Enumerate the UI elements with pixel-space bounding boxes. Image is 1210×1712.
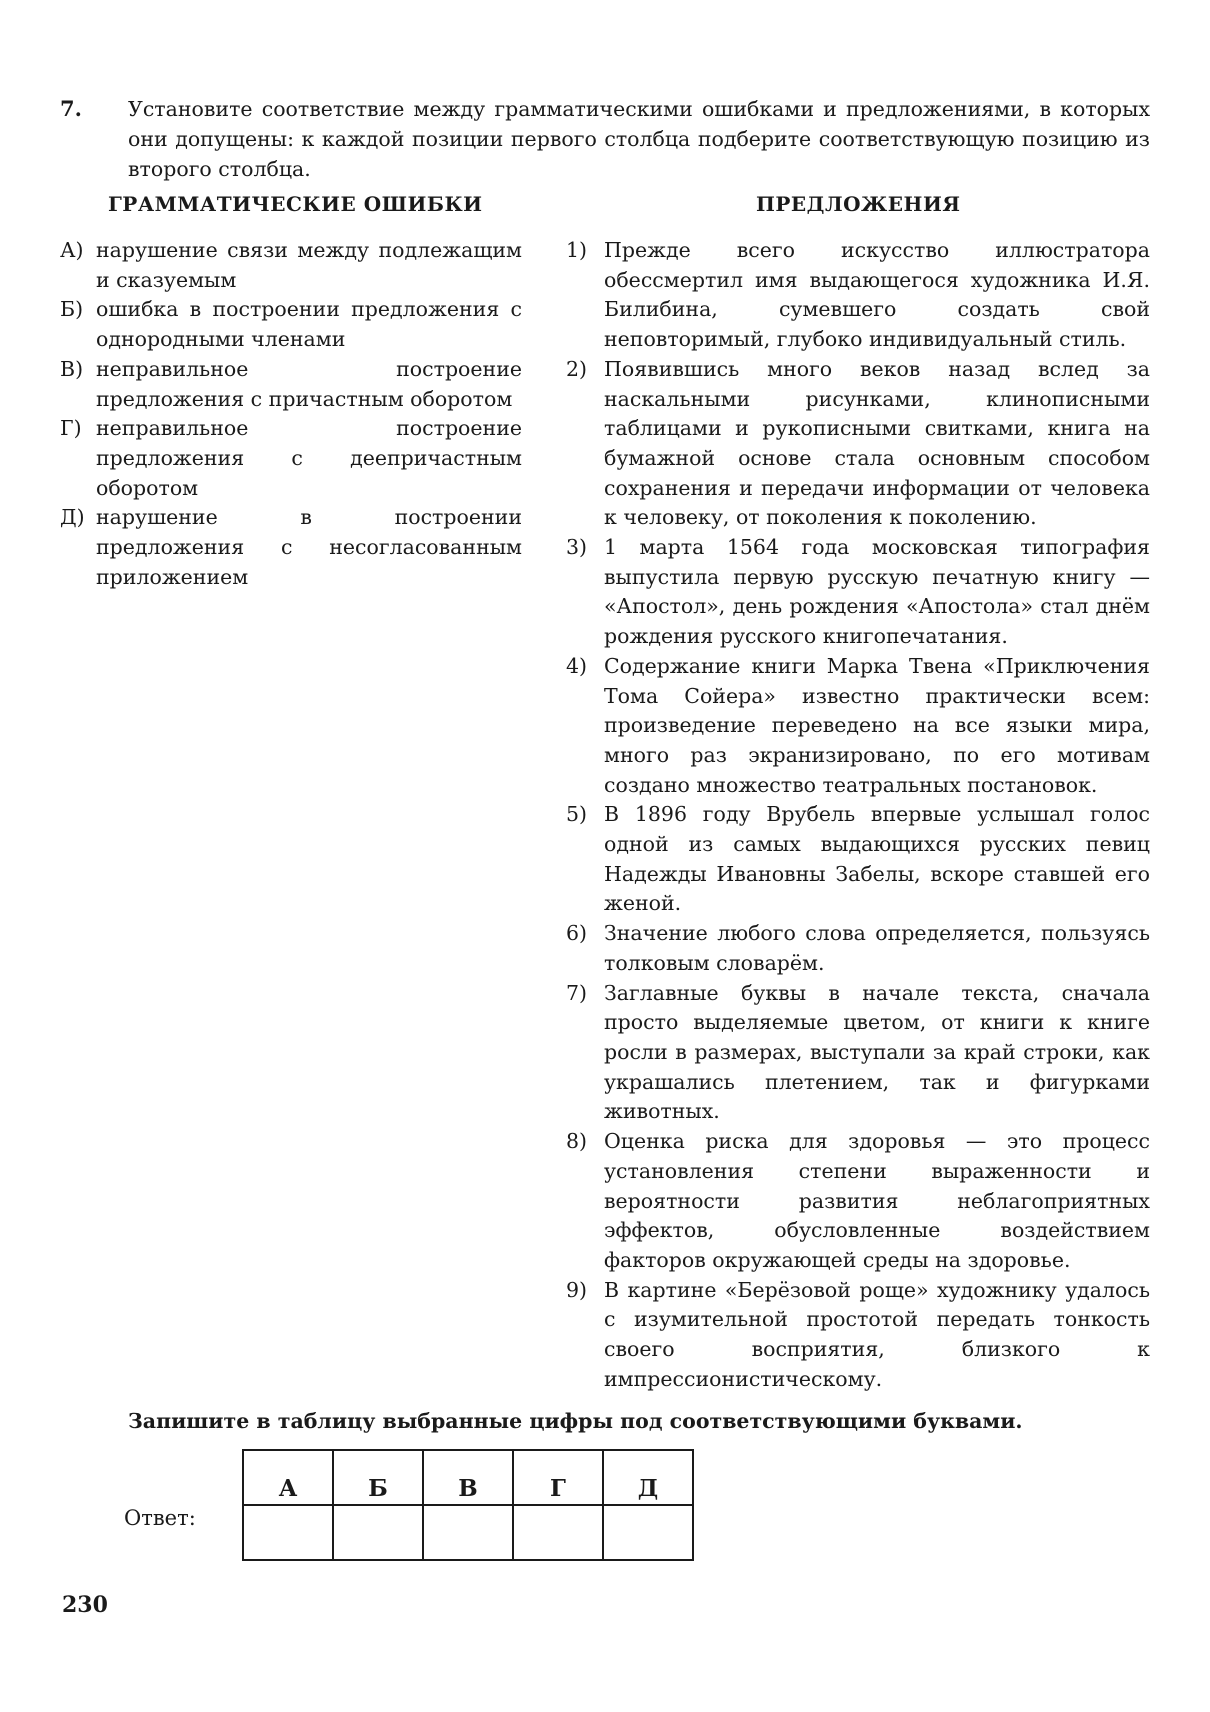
sentence-item	[566, 652, 1150, 801]
sentence-mark: 5)	[566, 802, 588, 827]
sentence-item	[566, 533, 1150, 652]
task-text: Установите соответствие между грамматическими ошибками и предложениями, в которых они допущены: к каждой позиции первого столбца подберите соответствующую позицию из второго столбца.	[128, 97, 1150, 181]
error-item	[60, 236, 522, 295]
answer-cell-v[interactable]	[423, 1505, 513, 1560]
answer-header-cell: В	[423, 1450, 513, 1505]
error-text: ошибка в построении предложения с однородными членами	[96, 297, 522, 352]
sentence-text: Заглавные буквы в начале текста, сначала просто выделяемые цветом, от книги к книге росли в размерах, выступали за край строки, как украшались плетением, так и фигурками животных.	[604, 980, 1150, 1124]
answer-cell-g[interactable]	[513, 1505, 603, 1560]
sentence-mark: 6)	[566, 921, 588, 946]
sentence-mark: 8)	[566, 1129, 588, 1154]
answer-cell-d[interactable]	[603, 1505, 693, 1560]
sentence-text: Содержание книги Марка Твена «Приключения Тома Сойера» известно практически всем: произведение переведено на все языки мира, много раз экранизировано, по его мотивам создано множество театральных постановок.	[604, 653, 1150, 797]
error-text: нарушение в построении предложения с несогласованным приложением	[96, 505, 522, 589]
sentence-mark: 2)	[566, 356, 588, 381]
error-item	[60, 355, 522, 414]
error-item	[60, 295, 522, 354]
sentence-text: 1 марта 1564 года московская типография выпустила первую русскую печатную книгу — «Апостол», день рождения «Апостола» стал днём рождения русского книгопечатания.	[604, 535, 1150, 649]
sentence-mark: 9)	[566, 1277, 588, 1302]
error-mark: Д)	[60, 505, 85, 530]
error-item	[60, 414, 522, 503]
answer-input-row	[243, 1505, 693, 1560]
errors-list	[60, 236, 522, 592]
sentence-text: Прежде всего искусство иллюстратора обессмертил имя выдающегося художника И.Я. Билибина, сумевшего создать свой неповторимый, глубоко индивидуальный стиль.	[604, 238, 1150, 352]
task-number: 7.	[60, 96, 82, 121]
sentence-item	[566, 919, 1150, 978]
answer-cell-a[interactable]	[243, 1505, 333, 1560]
error-text: неправильное построение предложения с деепричастным оборотом	[96, 416, 522, 500]
sentence-item	[566, 1276, 1150, 1395]
error-mark: А)	[60, 238, 84, 262]
answer-cell-b[interactable]	[333, 1505, 423, 1560]
error-mark: В)	[60, 356, 84, 381]
answer-header-cell: Д	[603, 1450, 693, 1505]
sentence-item	[566, 800, 1150, 919]
answer-header-cell: Б	[333, 1450, 423, 1505]
sentence-text: Оценка риска для здоровья — это процесс установления степени выраженности и вероятности развития неблагоприятных эффектов, обусловленные воздействием факторов окружающей среды на здоровье.	[604, 1129, 1150, 1272]
page-number: 230	[62, 1592, 108, 1618]
sentence-text: Появившись много веков назад вслед за наскальными рисунками, клинописными таблицами и рукописными свитками, книга на бумажной основе стала основным способом сохранения и передачи информации от человека к человеку, от поколения к поколению.	[604, 356, 1150, 530]
sentence-mark: 7)	[566, 980, 588, 1005]
sentence-item	[566, 979, 1150, 1128]
sentence-item	[566, 236, 1150, 355]
sentences-list	[566, 236, 1150, 1394]
sentence-text: В 1896 году Врубель впервые услышал голос одной из самых выдающихся русских певиц Надежды Ивановны Забелы, вскоре ставшей его женой.	[604, 802, 1150, 916]
sentence-mark: 4)	[566, 653, 588, 678]
error-mark: Б)	[60, 297, 84, 322]
answer-label: Ответ:	[124, 1506, 196, 1530]
error-text: нарушение связи между подлежащим и сказуемым	[96, 238, 522, 292]
sentence-item	[566, 355, 1150, 533]
error-item	[60, 503, 522, 592]
sentence-mark: 1)	[566, 238, 588, 262]
column-header-sentences: ПРЕДЛОЖЕНИЯ	[756, 192, 961, 216]
error-mark: Г)	[60, 416, 82, 441]
sentence-mark: 3)	[566, 535, 588, 560]
sentence-text: Значение любого слова определяется, пользуясь толковым словарём.	[604, 921, 1150, 975]
column-header-errors: ГРАММАТИЧЕСКИЕ ОШИБКИ	[108, 192, 483, 216]
answer-header-row	[243, 1450, 693, 1505]
sentence-item	[566, 1127, 1150, 1276]
answer-table	[242, 1449, 694, 1561]
error-text: неправильное построение предложения с причастным оборотом	[96, 356, 522, 411]
answer-header-cell: А	[243, 1450, 333, 1505]
instruction-text: Запишите в таблицу выбранные цифры под соответствующими буквами.	[128, 1409, 1023, 1433]
sentence-text: В картине «Берёзовой роще» художнику удалось с изумительной простотой передать тонкость своего восприятия, близкого к импрессионистическому.	[604, 1277, 1150, 1391]
answer-header-cell: Г	[513, 1450, 603, 1505]
